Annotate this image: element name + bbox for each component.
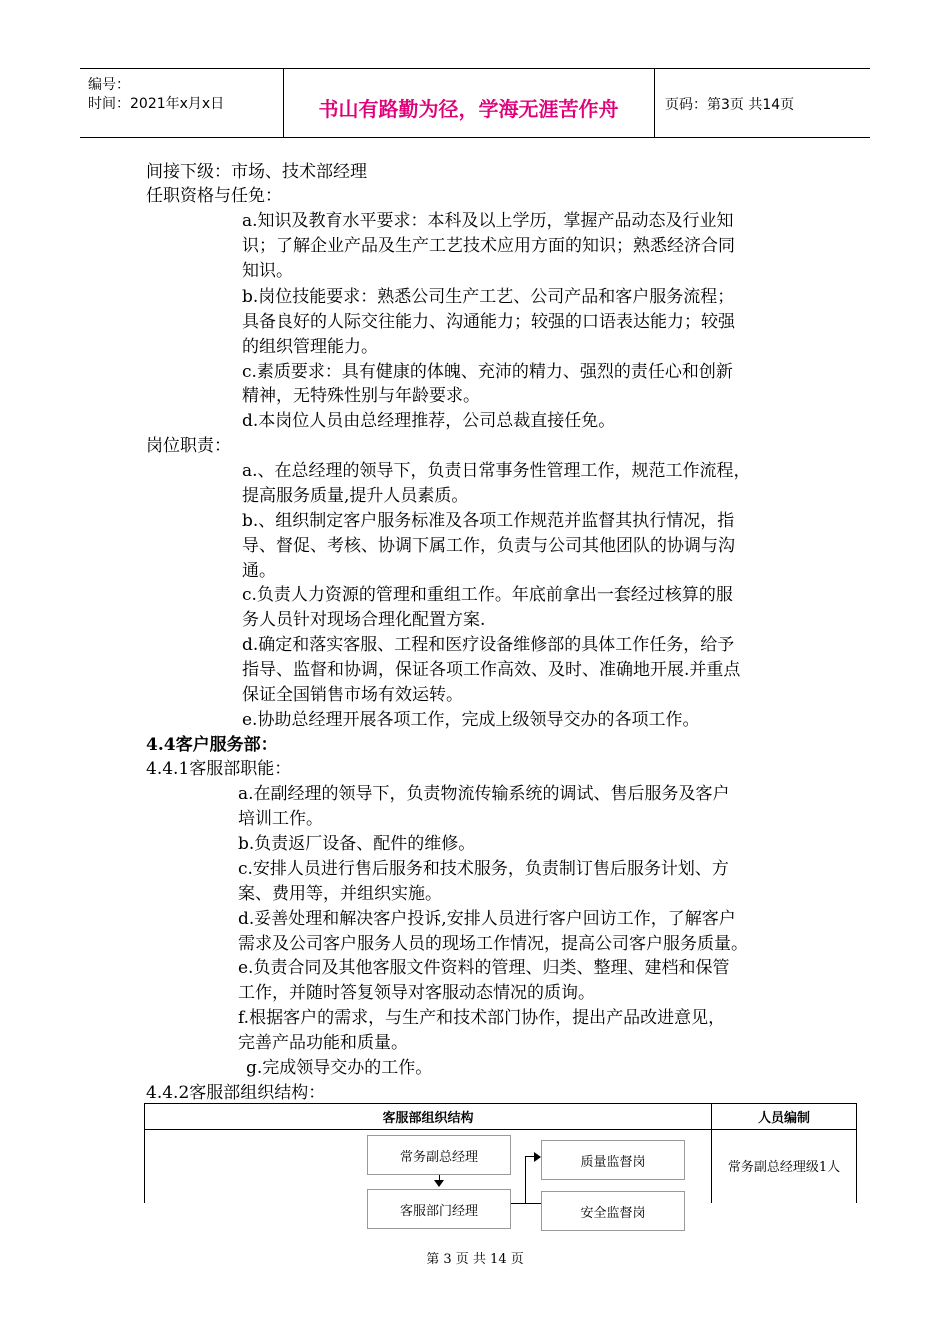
header-page-cell (655, 69, 870, 137)
text-line: c.素质要求：具有健康的体魄、充沛的精力、强烈的责任心和创新 (242, 362, 733, 382)
text-line: 工作，并随时答复领导对客服动态情况的质询。 (238, 983, 595, 1003)
text-line: 精神，无特殊性别与年龄要求。 (242, 386, 480, 406)
text-line: 的组织管理能力。 (242, 337, 378, 357)
text-line: e.负责合同及其他客服文件资料的管理、归类、整理、建档和保管 (238, 958, 730, 978)
text-line: d.确定和落实客服、工程和医疗设备维修部的具体工作任务，给予 (242, 635, 735, 655)
page-footer: 第 3 页 共 14 页 (426, 1252, 524, 1267)
text-line: f.根据客户的需求，与生产和技术部门协作，提出产品改进意见， (238, 1008, 726, 1028)
text-line: 保证全国销售市场有效运转。 (242, 685, 463, 705)
text-line: g.完成领导交办的工作。 (246, 1058, 433, 1078)
text-line: 完善产品功能和质量。 (238, 1033, 408, 1053)
text-line: 知识。 (242, 261, 293, 281)
org-column-header: 客服部组织结构 (382, 1111, 474, 1126)
header-meta-cell (80, 69, 284, 137)
org-box-safety: 安全监督岗 (541, 1191, 685, 1231)
text-line: 需求及公司客户服务人员的现场工作情况，提高公司客户服务质量。 (238, 934, 748, 954)
header-motto: 书山有路勤为径，学海无涯苦作舟 (318, 97, 619, 121)
text-line: 培训工作。 (238, 809, 323, 829)
text-line: e.协助总经理开展各项工作，完成上级领导交办的各项工作。 (242, 710, 700, 730)
header-motto-cell (283, 69, 655, 137)
text-line: 务人员针对现场合理化配置方案. (242, 610, 486, 630)
text-line: a.知识及教育水平要求：本科及以上学历，掌握产品动态及行业知 (242, 211, 734, 231)
subsection-title: 4.4.2客服部组织结构： (146, 1083, 326, 1103)
org-box-quality: 质量监督岗 (541, 1140, 685, 1180)
page-header (80, 68, 870, 138)
text-line: 提高服务质量,提升人员素质。 (242, 486, 469, 506)
text-line: c.安排人员进行售后服务和技术服务，负责制订售后服务计划、方 (238, 859, 729, 879)
document-number-label: 编号： (88, 77, 130, 93)
arrow-right-icon (534, 1152, 541, 1162)
text-line: 案、费用等，并组织实施。 (238, 884, 442, 904)
text-line: b.、组织制定客户服务标准及各项工作规范并监督其执行情况，指 (242, 511, 735, 531)
connector-line (525, 1156, 526, 1204)
text-line: d.妥善处理和解决客户投诉,安排人员进行客户回访工作，了解客户 (238, 909, 736, 929)
text-line: a.、在总经理的领导下，负责日常事务性管理工作，规范工作流程， (242, 461, 751, 481)
text-line: b.岗位技能要求：熟悉公司生产工艺、公司产品和客户服务流程； (242, 287, 735, 307)
section-heading: 岗位职责： (146, 436, 231, 456)
arrow-down-icon (434, 1180, 444, 1187)
connector-line (511, 1203, 526, 1204)
document-date-label: 时间：2021年x月x日 (88, 96, 225, 112)
section-heading: 任职资格与任免： (146, 186, 282, 206)
text-line: c.负责人力资源的管理和重组工作。年底前拿出一套经过核算的服 (242, 585, 733, 605)
org-box-deputy-gm: 常务副总经理 (367, 1135, 511, 1175)
staffing-column-header: 人员编制 (757, 1111, 810, 1126)
staffing-value: 常务副总经理级1人 (727, 1160, 841, 1175)
text-line: 指导、监督和协调，保证各项工作高效、及时、准确地开展.并重点 (242, 660, 741, 680)
section-title: 4.4客户服务部： (146, 735, 278, 755)
text-line: 通。 (242, 561, 276, 581)
text-line: a.在副经理的领导下，负责物流传输系统的调试、售后服务及客户 (238, 784, 730, 804)
text-line: b.负责返厂设备、配件的维修。 (238, 834, 476, 854)
subsection-title: 4.4.1客服部职能： (146, 759, 292, 779)
text-line: 间接下级：市场、技术部经理 (146, 162, 367, 182)
text-line: 具备良好的人际交往能力、沟通能力；较强的口语表达能力；较强 (242, 312, 735, 332)
org-box-cs-manager: 客服部门经理 (367, 1189, 511, 1229)
text-line: 识；了解企业产品及生产工艺技术应用方面的知识；熟悉经济合同 (242, 236, 735, 256)
text-line: 导、督促、考核、协调下属工作，负责与公司其他团队的协调与沟 (242, 536, 735, 556)
text-line: d.本岗位人员由总经理推荐，公司总裁直接任免。 (242, 411, 616, 431)
connector-line (525, 1156, 534, 1157)
header-page-number: 页码：第3页 共14页 (665, 97, 795, 113)
connector-line (525, 1203, 541, 1204)
org-structure-table (144, 1103, 857, 1221)
table-divider (145, 1129, 856, 1130)
